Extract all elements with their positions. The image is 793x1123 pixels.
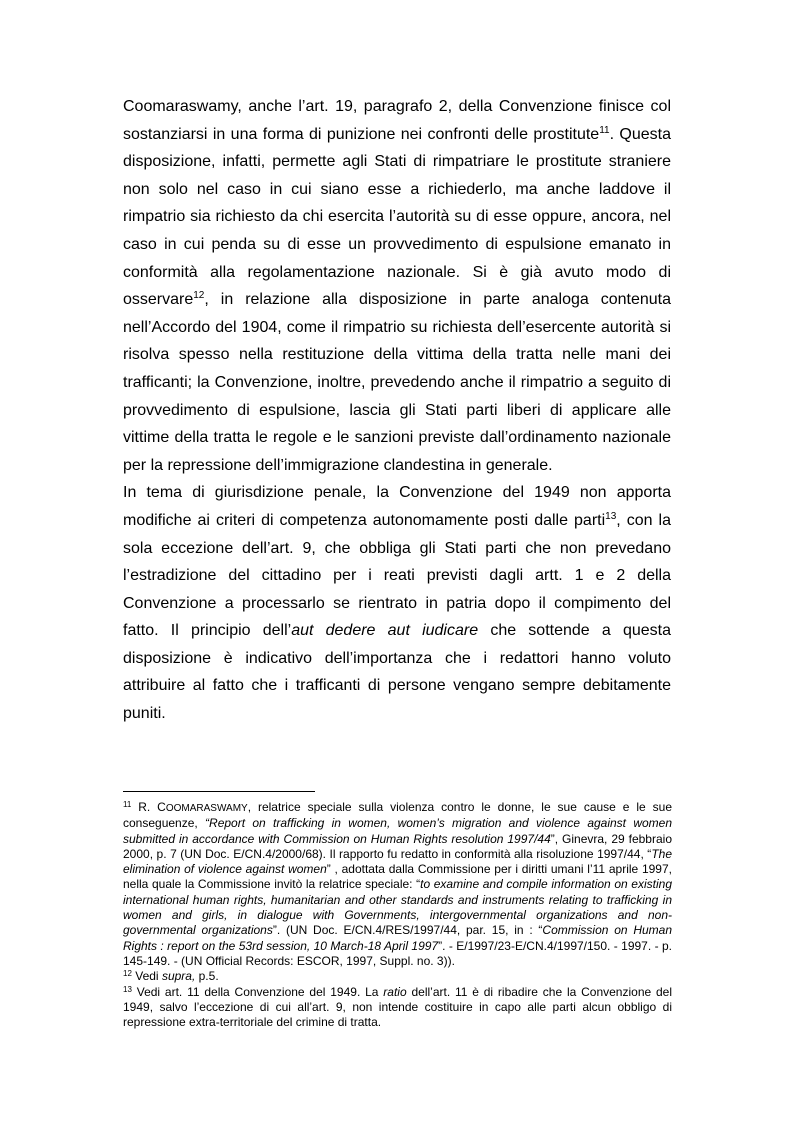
- footnote-ref-11[interactable]: 11: [599, 124, 610, 136]
- footnote-text: Vedi: [131, 969, 162, 984]
- paragraph-2-text-a: In tema di giurisdizione penale, la Convenzione del 1949 non apporta modifiche ai criteri di competenza autonomamente posti dalle parti: [123, 484, 671, 529]
- body-text: [123, 93, 671, 728]
- footnote-text: ”. (UN Doc. E/CN.4/RES/1997/44, par. 15, in : “: [272, 923, 543, 938]
- paragraph-1-text-b: . Questa disposizione, infatti, permette agli Stati di rimpatriare le prostitute straniere non solo nel caso in cui siano esse a richiederlo, ma anche laddove il rimpatrio sia richiesto da chi esercita l’autorità su di esse oppure, ancora, nel caso in cui penda su di esse un provvedimento di espulsione emanato in conformità alla regolamentazione nazionale. Si è già avuto modo di osservare: [123, 125, 671, 309]
- footnote-number: 13: [123, 984, 132, 994]
- footnote-text: ”, Ginevra, 29 febbraio 2000, p. 7 (UN Doc. E/CN.4/2000/68). Il rapporto fu redatto in conformità alla risoluzione 1997/44, “: [123, 831, 672, 861]
- footnote-text: ” , adottata dalla Commissione per i diritti umani l’11 aprile 1997, nella quale la Commissione invitò la relatrice speciale: “: [123, 862, 672, 892]
- paragraph-2-text-c: che sottende a questa disposizione è indicativo dell’importanza che i redattori hanno voluto attribuire al fatto che i trafficanti di persone vengano sempre debitamente puniti.: [123, 622, 672, 723]
- footnote-ref-13[interactable]: 13: [605, 510, 617, 522]
- paragraph-2: [123, 479, 671, 727]
- author-surname: OOMARASWAMY: [165, 803, 248, 814]
- footnote-11: [123, 800, 672, 969]
- latin-term: supra,: [161, 969, 196, 984]
- footnote-ref-12[interactable]: 12: [193, 290, 205, 302]
- footnote-text: dell’art. 11 è di ribadire che la Convenzione del 1949, salvo l’eccezione di cui all’art. 9, non intende costituire in capo alle parti alcun obbligo di repressione extra-territoriale del crimine di tratta.: [123, 984, 672, 1030]
- footnote-text: ”. - E/1997/23-E/CN.4/1997/150. - 1997. - p. 145-149. - (UN Official Records: ESCOR, 1997, Suppl. no. 3)).: [123, 938, 673, 968]
- paragraph-1: [123, 93, 671, 479]
- session-report-title: Commission on Human Rights : report on the 53rd session, 10 March-18 April 1997: [123, 923, 672, 953]
- quoted-mandate: to examine and compile information on existing international human rights, humanitarian and other standards and instruments relating to trafficking in women and girls, in dialogue with Governments, intergovernmental organizations and non-governmental organizations: [123, 877, 672, 938]
- footnote-separator: [123, 791, 315, 792]
- report-title: “Report on trafficking in women, women’s migration and violence against women submitted in accordance with Commission on Human Rights resolution 1997/44: [123, 816, 673, 846]
- paragraph-2-text-b: , con la sola eccezione dell’art. 9, che obbliga gli Stati parti che non prevedano l’estradizione del cittadino per i reati previsti dagli artt. 1 e 2 della Convenzione a processarlo se rientrato in patria dopo il compimento del fatto. Il principio dell’: [123, 511, 671, 640]
- paragraph-1-text-c: , in relazione alla disposizione in parte analoga contenuta nell’Accordo del 1904, come il rimpatrio su richiesta dell’esercente autorità si risolva spesso nella restituzione della vittima della tratta nelle mani dei trafficanti; la Convenzione, inoltre, prevedendo anche il rimpatrio a seguito di provvedimento di espulsione, lascia gli Stati parti liberi di applicare alle vittime della tratta le regole e le sanzioni previste dall’ordinamento nazionale per la repressione dell’immigrazione clandestina in generale.: [123, 291, 671, 474]
- footnotes: [123, 800, 672, 1030]
- paragraph-1-text-a: Coomaraswamy, anche l’art. 19, paragrafo 2, della Convenzione finisce col sostanziarsi in una forma di punizione nei confronti delle prostitute: [123, 98, 671, 143]
- resolution-title: The elimination of violence against women: [123, 846, 672, 877]
- footnote-text: p.5.: [195, 969, 219, 984]
- footnote-13: [123, 985, 672, 1031]
- latin-term: ratio: [383, 984, 407, 999]
- footnote-12: [123, 969, 672, 984]
- footnote-text: R. C: [131, 800, 166, 814]
- footnote-text: Vedi art. 11 della Convenzione del 1949. La: [131, 984, 384, 999]
- footnote-text: , relatrice speciale sulla violenza contro le donne, le sue cause e le sue conseguenze,: [123, 800, 672, 831]
- footnote-number: 12: [123, 969, 132, 979]
- paragraph-2-latin-phrase: aut dedere aut iudicare: [291, 622, 479, 640]
- footnote-number: 11: [123, 800, 132, 809]
